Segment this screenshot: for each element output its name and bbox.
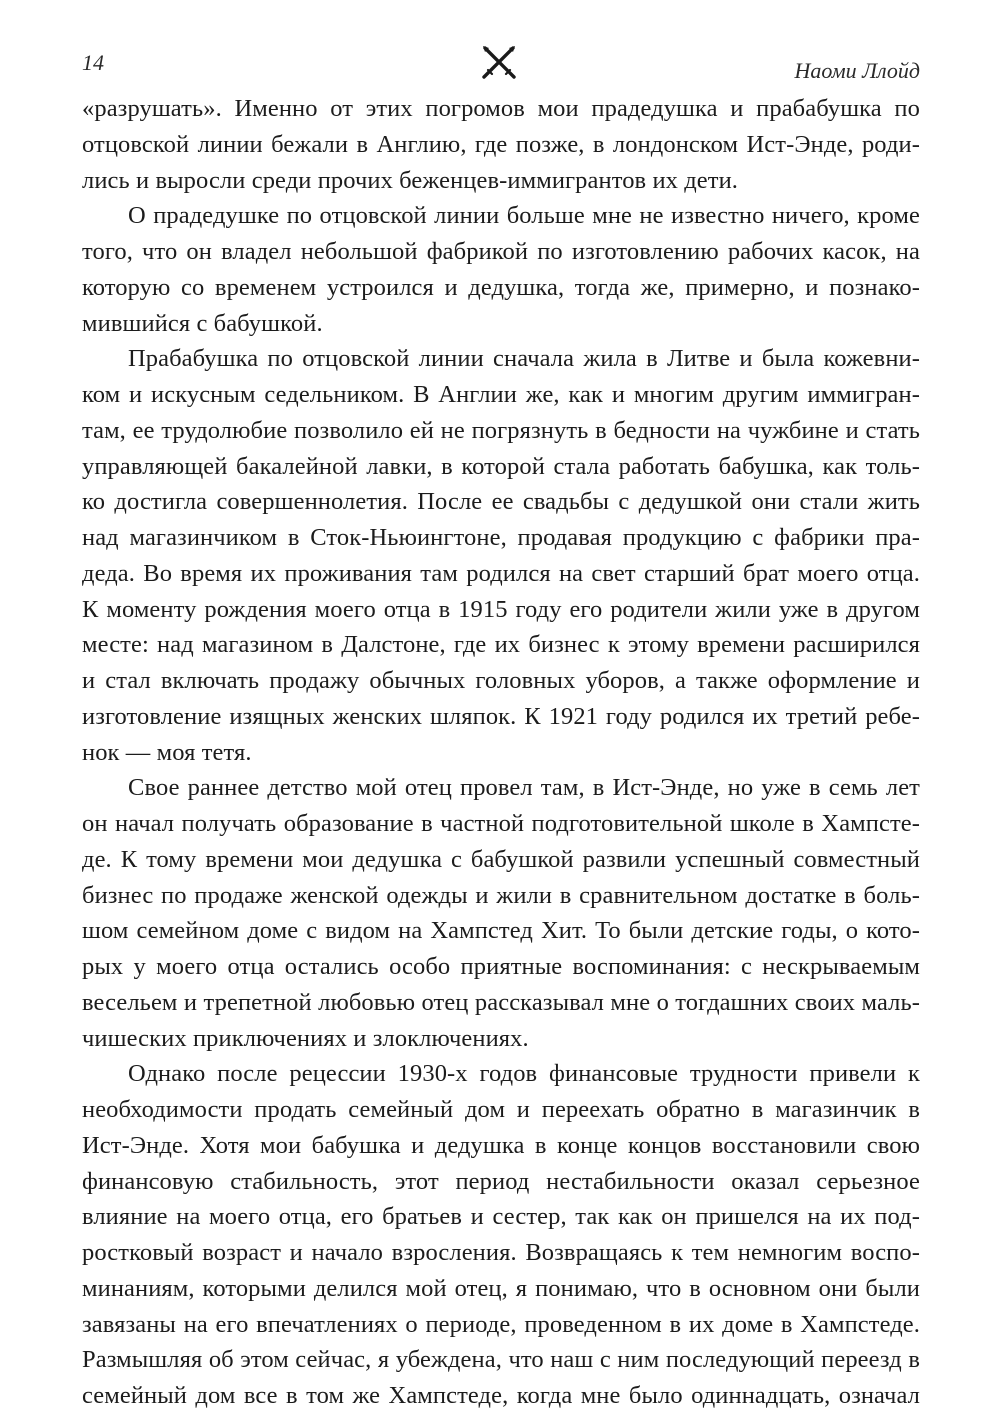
text-line: семейный дом все в том же Хампстеде, когда мне было одиннадцать, означал	[82, 1382, 920, 1409]
text-line: мившийся с бабушкой.	[82, 309, 323, 337]
text-line: К моменту рождения моего отца в 1915 году его родители жили уже в другом	[82, 595, 920, 623]
text-line: необходимости продать семейный дом и переехать обратно в магазинчик в	[82, 1096, 920, 1123]
crossed-swords-icon	[480, 44, 518, 82]
text-line: управляющей бакалейной лавки, в которой стала работать бабушка, как толь-	[82, 452, 920, 480]
text-line: Прабабушка по отцовской линии сначала жила в Литве и была кожевни-	[128, 345, 920, 373]
paragraph	[82, 198, 920, 341]
running-title-author: Наоми Ллойд	[794, 58, 920, 83]
text-line: нок — моя тетя.	[82, 738, 252, 766]
page-number: 14	[82, 50, 104, 75]
text-line: финансовую стабильность, этот период нестабильности оказал серьезное	[82, 1167, 920, 1195]
text-line: весельем и трепетной любовью отец рассказывал мне о тогдашних своих маль-	[82, 988, 920, 1016]
text-line: деда. Во время их проживания там родился на свет старший брат моего отца.	[82, 559, 920, 587]
text-line: Ист-Энде. Хотя мои бабушка и дедушка в конце концов восстановили свою	[82, 1131, 920, 1159]
text-line: «разрушать». Именно от этих погромов мои прадедушка и прабабушка по	[82, 95, 920, 122]
text-line: Однако после рецессии 1930-х годов финансовые трудности привели к	[128, 1060, 920, 1088]
text-line: завязаны на его впечатлениях о периоде, проведенном в их доме в Хампстеде.	[82, 1310, 920, 1338]
text-line: отцовской линии бежали в Англию, где позже, в лондонском Ист-Энде, роди-	[82, 130, 920, 158]
page-header	[82, 44, 920, 94]
text-line: де. К тому времени мои дедушка с бабушкой развили успешный совместный	[82, 845, 920, 873]
text-line: месте: над магазином в Далстоне, где их бизнес к этому времени расширился	[82, 631, 920, 659]
paragraph	[82, 341, 920, 770]
text-line: Размышляя об этом сейчас, я убеждена, что наш с ним последующий переезд в	[82, 1346, 920, 1374]
text-line: минаниям, которыми делился мой отец, я понимаю, что в основном они были	[82, 1274, 920, 1302]
text-line: и стал включать продажу обычных головных уборов, а также оформление и	[82, 667, 920, 694]
text-line: ко достигла совершеннолетия. После ее свадьбы с дедушкой они стали жить	[82, 488, 920, 516]
text-line: О прадедушке по отцовской линии больше мне не известно ничего, кроме	[128, 202, 920, 230]
text-line: там, ее трудолюбие позволило ей не погрязнуть в бедности на чужбине и стать	[82, 416, 920, 444]
text-line: рых у моего отца остались особо приятные воспоминания: с нескрываемым	[82, 953, 920, 980]
text-line: он начал получать образование в частной подготовительной школе в Хампсте-	[82, 810, 920, 837]
text-line: влияние на моего отца, его братьев и сестер, так как он пришелся на их под-	[82, 1203, 920, 1231]
text-line: над магазинчиком в Сток-Ньюингтоне, продавая продукцию с фабрики пра-	[82, 524, 920, 551]
text-line: того, что он владел небольшой фабрикой по изготовлению рабочих касок, на	[82, 238, 920, 265]
text-line: бизнес по продаже женской одежды и жили в сравнительном достатке в боль-	[82, 881, 920, 909]
text-line: ростковый возраст и начало взросления. Возвращаясь к тем немногим воспо-	[82, 1239, 920, 1266]
text-line: чишеских приключениях и злоключениях.	[82, 1024, 529, 1052]
body-text	[82, 91, 920, 1414]
text-line: изготовление изящных женских шляпок. К 1921 году родился их третий ребе-	[82, 702, 920, 730]
text-line: лись и выросли среди прочих беженцев-иммигрантов их дети.	[82, 166, 739, 194]
text-line: Свое раннее детство мой отец провел там, в Ист-Энде, но уже в семь лет	[128, 774, 920, 802]
paragraph	[82, 770, 920, 1056]
text-line: шом семейном доме с видом на Хампстед Хит. То были детские годы, о кото-	[82, 917, 920, 945]
paragraph	[82, 1056, 920, 1414]
text-line: ком и искусным седельником. В Англии же, как и многим другим иммигран-	[82, 381, 920, 408]
paragraph	[82, 91, 920, 198]
text-line: которую со временем устроился и дедушка, тогда же, примерно, и познако-	[82, 273, 920, 301]
